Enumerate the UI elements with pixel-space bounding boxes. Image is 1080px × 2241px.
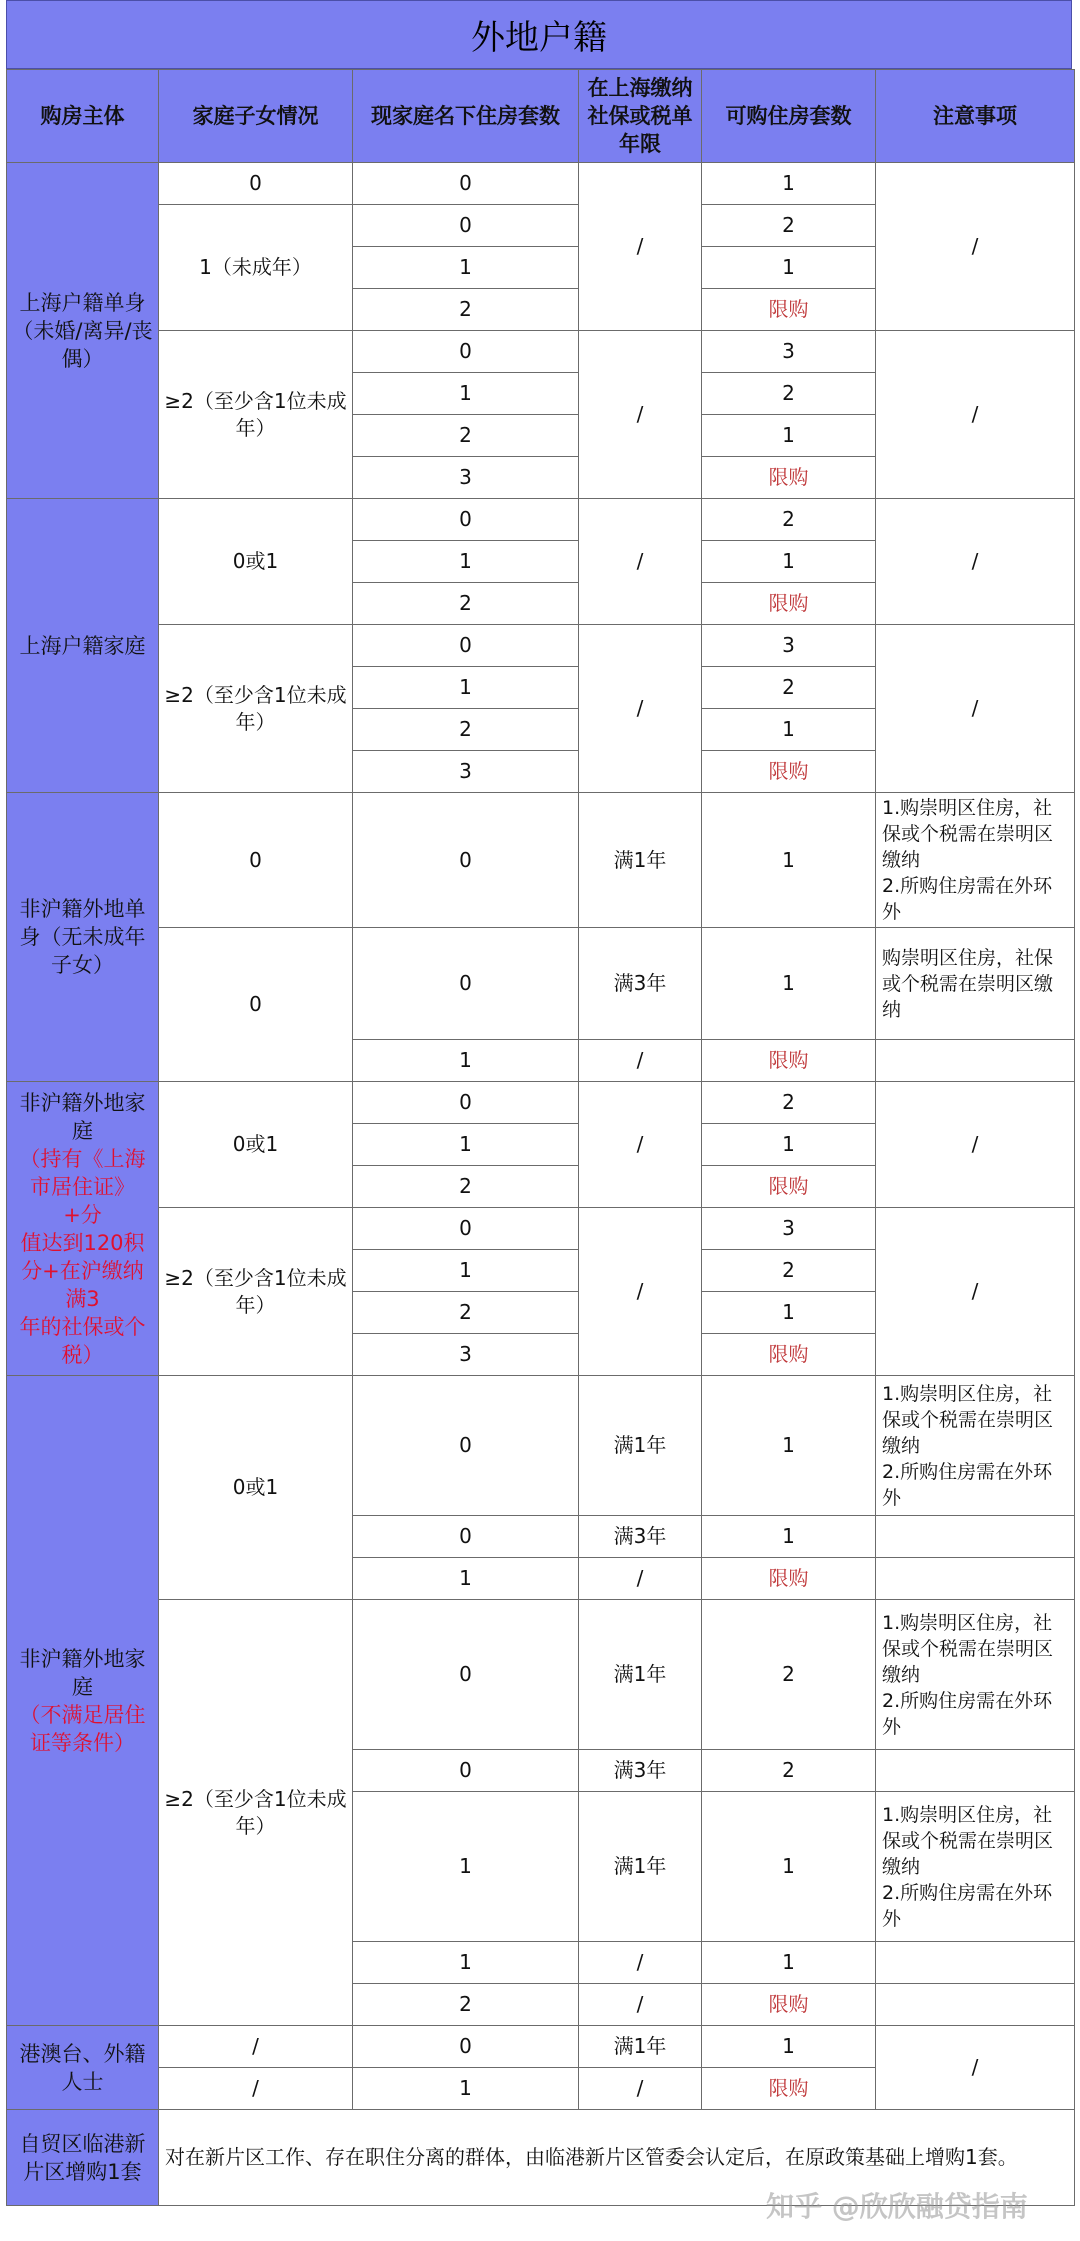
owned-cell: 2	[353, 709, 579, 751]
owned-cell: 0	[353, 2026, 579, 2068]
allowed-cell-limit: 限购	[702, 457, 876, 499]
notes-cell: /	[876, 163, 1075, 331]
children-cell: /	[159, 2026, 353, 2068]
allowed-cell: 3	[702, 331, 876, 373]
allowed-cell-limit: 限购	[702, 751, 876, 793]
note-line: 1.购崇明区住房，社保或个税需在崇明区缴纳	[882, 1611, 1054, 1686]
col-header-owned: 现家庭名下住房套数	[353, 70, 579, 163]
allowed-cell: 1	[702, 928, 876, 1040]
owned-cell: 0	[353, 1750, 579, 1792]
allowed-cell-limit: 限购	[702, 289, 876, 331]
children-cell: 0	[159, 163, 353, 205]
children-cell: ≥2（至少含1位未成年）	[159, 1208, 353, 1376]
owned-cell: 0	[353, 1208, 579, 1250]
allowed-cell-limit: 限购	[702, 2068, 876, 2110]
watermark: 知乎 @欣欣融贷指南	[766, 2190, 1028, 2223]
allowed-cell: 1	[702, 709, 876, 751]
housing-policy-table	[6, 69, 1075, 2206]
allowed-cell-limit: 限购	[702, 1558, 876, 1600]
owned-cell: 1	[353, 1040, 579, 1082]
table-row	[7, 163, 1075, 205]
notes-cell	[876, 1558, 1075, 1600]
allowed-cell: 1	[702, 1792, 876, 1942]
table-row	[7, 928, 1075, 1040]
notes-cell: /	[876, 1208, 1075, 1376]
allowed-cell: 2	[702, 1600, 876, 1750]
allowed-cell: 2	[702, 205, 876, 247]
buyer-cell: 上海户籍家庭	[7, 499, 159, 793]
children-cell: 0	[159, 928, 353, 1082]
notes-cell	[876, 1984, 1075, 2026]
owned-cell: 1	[353, 1558, 579, 1600]
owned-cell: 0	[353, 163, 579, 205]
years-cell: /	[579, 499, 702, 625]
buyer-cell: 非沪籍外地单身（无未成年子女）	[7, 793, 159, 1082]
buyer-label: 非沪籍外地家庭	[19, 1090, 146, 1143]
allowed-cell: 2	[702, 373, 876, 415]
owned-cell: 1	[353, 1250, 579, 1292]
owned-cell: 2	[353, 1984, 579, 2026]
owned-cell: 0	[353, 1376, 579, 1516]
years-cell: 满3年	[579, 928, 702, 1040]
note-line: 1.购崇明区住房，社保或个税需在崇明区缴纳	[882, 1803, 1054, 1878]
notes-cell	[876, 1792, 1075, 1942]
table-row	[7, 1376, 1075, 1516]
owned-cell: 2	[353, 415, 579, 457]
children-cell: 1（未成年）	[159, 205, 353, 331]
owned-cell: 1	[353, 247, 579, 289]
allowed-cell-limit: 限购	[702, 1334, 876, 1376]
notes-cell	[876, 1040, 1075, 1082]
allowed-cell: 2	[702, 1250, 876, 1292]
header-row	[7, 70, 1075, 163]
notes-cell: /	[876, 331, 1075, 499]
note-line: 2.所购住房需在外环外	[882, 1460, 1053, 1509]
years-cell: /	[579, 2068, 702, 2110]
buyer-label: 非沪籍外地家庭	[19, 1646, 146, 1699]
owned-cell: 0	[353, 625, 579, 667]
buyer-cell: 自贸区临港新片区增购1套	[7, 2110, 159, 2206]
buyer-condition: （不满足居住证等条件）	[19, 1702, 146, 1755]
allowed-cell-limit: 限购	[702, 1040, 876, 1082]
years-cell: 满3年	[579, 1516, 702, 1558]
years-cell: /	[579, 1942, 702, 1984]
allowed-cell-limit: 限购	[702, 583, 876, 625]
allowed-cell: 3	[702, 625, 876, 667]
allowed-cell-limit: 限购	[702, 1166, 876, 1208]
children-cell: ≥2（至少含1位未成年）	[159, 625, 353, 793]
notes-cell: 购崇明区住房，社保或个税需在崇明区缴纳	[876, 928, 1075, 1040]
children-cell: 0或1	[159, 499, 353, 625]
allowed-cell: 1	[702, 793, 876, 928]
buyer-cell	[7, 1376, 159, 2026]
table-row	[7, 1600, 1075, 1750]
years-cell: 满1年	[579, 1792, 702, 1942]
allowed-cell: 2	[702, 1082, 876, 1124]
allowed-cell: 2	[702, 1750, 876, 1792]
years-cell: 满3年	[579, 1750, 702, 1792]
owned-cell: 0	[353, 1516, 579, 1558]
owned-cell: 0	[353, 1082, 579, 1124]
years-cell: /	[579, 625, 702, 793]
owned-cell: 1	[353, 373, 579, 415]
owned-cell: 0	[353, 793, 579, 928]
table-row	[7, 2026, 1075, 2068]
col-header-notes: 注意事项	[876, 70, 1075, 163]
years-cell: 满1年	[579, 793, 702, 928]
col-header-allowed: 可购住房套数	[702, 70, 876, 163]
owned-cell: 2	[353, 1166, 579, 1208]
children-cell: ≥2（至少含1位未成年）	[159, 331, 353, 499]
table-row	[7, 793, 1075, 928]
note-line: 1.购崇明区住房，社保或个税需在崇明区缴纳	[882, 1382, 1054, 1457]
buyer-condition: 值达到120积分+在沪缴纳满3	[20, 1230, 145, 1311]
allowed-cell: 3	[702, 1208, 876, 1250]
children-cell: 0或1	[159, 1082, 353, 1208]
allowed-cell: 1	[702, 1292, 876, 1334]
owned-cell: 1	[353, 1124, 579, 1166]
allowed-cell: 1	[702, 2026, 876, 2068]
owned-cell: 0	[353, 928, 579, 1040]
sheet-title: 外地户籍	[6, 0, 1072, 69]
children-cell: 0	[159, 793, 353, 928]
table-row	[7, 625, 1075, 667]
note-line: 2.所购住房需在外环外	[882, 1881, 1053, 1930]
owned-cell: 0	[353, 499, 579, 541]
children-cell: ≥2（至少含1位未成年）	[159, 1600, 353, 2026]
allowed-cell: 1	[702, 415, 876, 457]
note-line: 1.购崇明区住房，社保或个税需在崇明区缴纳	[882, 797, 1054, 871]
buyer-cell: 上海户籍单身（未婚/离异/丧偶）	[7, 163, 159, 499]
years-cell: 满1年	[579, 1376, 702, 1516]
notes-cell	[876, 1942, 1075, 1984]
years-cell: /	[579, 1984, 702, 2026]
owned-cell: 0	[353, 1600, 579, 1750]
buyer-cell: 港澳台、外籍人士	[7, 2026, 159, 2110]
col-header-years: 在上海缴纳社保或税单年限	[579, 70, 702, 163]
allowed-cell: 1	[702, 541, 876, 583]
years-cell: 满1年	[579, 2026, 702, 2068]
allowed-cell: 1	[702, 1516, 876, 1558]
years-cell: /	[579, 1040, 702, 1082]
children-cell: 0或1	[159, 1376, 353, 1600]
owned-cell: 0	[353, 205, 579, 247]
owned-cell: 2	[353, 583, 579, 625]
owned-cell: 1	[353, 2068, 579, 2110]
notes-cell	[876, 1600, 1075, 1750]
allowed-cell-limit: 限购	[702, 1984, 876, 2026]
table-row	[7, 331, 1075, 373]
notes-cell	[876, 1750, 1075, 1792]
years-cell: /	[579, 1558, 702, 1600]
years-cell: /	[579, 331, 702, 499]
notes-cell: /	[876, 625, 1075, 793]
notes-cell	[876, 1516, 1075, 1558]
children-cell: /	[159, 2068, 353, 2110]
buyer-condition: （持有《上海市居住证》+分	[19, 1146, 146, 1227]
notes-cell	[876, 1376, 1075, 1516]
allowed-cell: 2	[702, 667, 876, 709]
owned-cell: 1	[353, 541, 579, 583]
years-cell: /	[579, 1082, 702, 1208]
owned-cell: 1	[353, 1942, 579, 1984]
years-cell: /	[579, 1208, 702, 1376]
allowed-cell: 1	[702, 1942, 876, 1984]
table-row	[7, 499, 1075, 541]
buyer-condition: 年的社保或个税）	[19, 1314, 146, 1367]
policy-sheet	[6, 0, 1074, 2241]
notes-cell	[876, 793, 1075, 928]
years-cell: 满1年	[579, 1600, 702, 1750]
allowed-cell: 1	[702, 1124, 876, 1166]
owned-cell: 0	[353, 331, 579, 373]
owned-cell: 2	[353, 1292, 579, 1334]
col-header-children: 家庭子女情况	[159, 70, 353, 163]
footer-note: 对在新片区工作、存在职住分离的群体，由临港新片区管委会认定后，在原政策基础上增购1套。	[159, 2110, 1075, 2206]
owned-cell: 3	[353, 751, 579, 793]
owned-cell: 3	[353, 1334, 579, 1376]
years-cell: /	[579, 163, 702, 331]
owned-cell: 1	[353, 1792, 579, 1942]
notes-cell: /	[876, 2026, 1075, 2110]
notes-cell: /	[876, 1082, 1075, 1208]
table-row	[7, 1082, 1075, 1124]
notes-cell: /	[876, 499, 1075, 625]
allowed-cell: 2	[702, 499, 876, 541]
note-line: 2.所购住房需在外环外	[882, 1689, 1053, 1738]
allowed-cell: 1	[702, 1376, 876, 1516]
note-line: 2.所购住房需在外环外	[882, 875, 1053, 923]
table-row	[7, 1208, 1075, 1250]
col-header-buyer: 购房主体	[7, 70, 159, 163]
owned-cell: 3	[353, 457, 579, 499]
allowed-cell: 1	[702, 163, 876, 205]
owned-cell: 1	[353, 667, 579, 709]
allowed-cell: 1	[702, 247, 876, 289]
owned-cell: 2	[353, 289, 579, 331]
buyer-cell	[7, 1082, 159, 1376]
